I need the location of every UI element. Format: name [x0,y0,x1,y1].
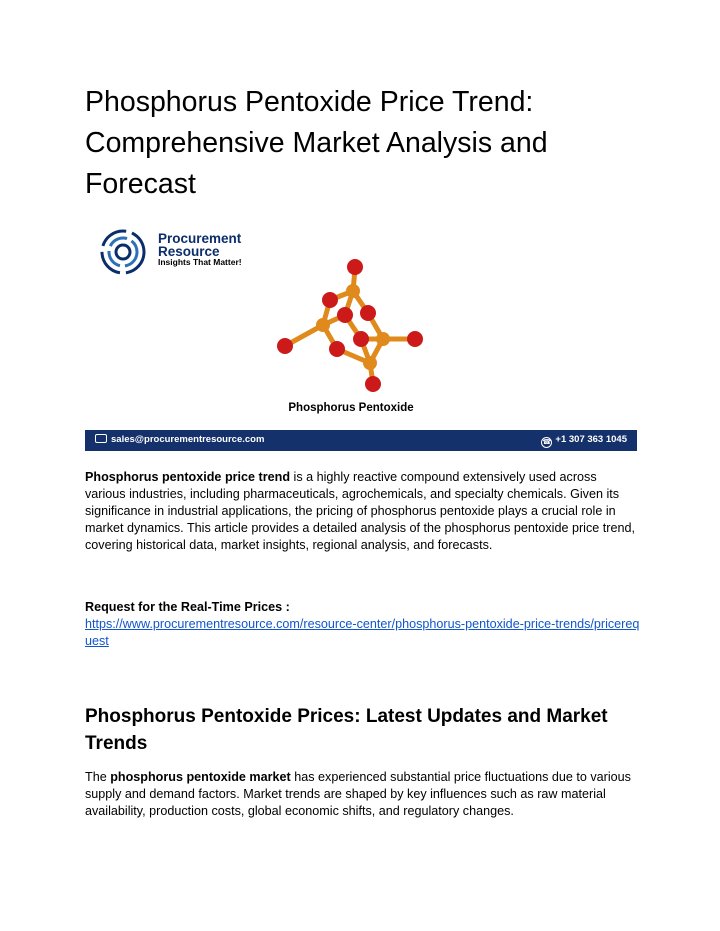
section-paragraph [85,769,637,820]
logo-name-line1: Procurement [158,231,242,246]
procurement-resource-logo [95,228,270,276]
phone-icon: ☎ [542,439,552,446]
contact-email: sales@procurementresource.com [111,434,265,445]
section-text-bold: phosphorus pentoxide market [110,770,291,784]
header-banner-image [85,218,637,452]
contact-bar [85,430,637,451]
page-title: Phosphorus Pentoxide Price Trend: Comprehensive Market Analysis and Forecast [85,86,548,200]
request-label: Request for the Real-Time Prices : [85,600,290,614]
logo-rings-icon [95,228,153,276]
intro-lead-bold: Phosphorus pentoxide price trend [85,470,291,484]
request-prices-block [85,599,645,650]
price-request-link[interactable]: https://www.procurementresource.com/resource-center/phosphorus-pentoxide-price-trends/pricerequest [85,617,640,648]
molecule-structure-icon [265,253,435,393]
contact-phone: +1 307 363 1045 [555,434,627,445]
intro-paragraph [85,469,637,554]
section-text-post: has experienced substantial price fluctuations due to various supply and demand factors. Market trends are shaped by key influences such as raw material availability, production costs, global economic shifts, and regulatory changes. [85,770,631,818]
logo-name-line2: Resource [158,244,220,259]
section-text-pre: The [85,770,111,784]
intro-text: is a highly reactive compound extensively used across various industries, including pharmaceuticals, agrochemicals, and specialty chemicals. Given its significance in industrial applications, the pricing of phosphorus pentoxide plays a crucial role in market dynamics. This article provides a detailed analysis of the phosphorus pentoxide price trend, covering historical data, market insights, regional analysis, and forecasts. [85,470,635,552]
mail-icon [95,434,107,443]
logo-tagline: Insights That Matter! [158,257,242,267]
section-heading: Phosphorus Pentoxide Prices: Latest Updates and Market Trends [85,706,608,754]
compound-name-label: Phosphorus Pentoxide [288,402,414,414]
